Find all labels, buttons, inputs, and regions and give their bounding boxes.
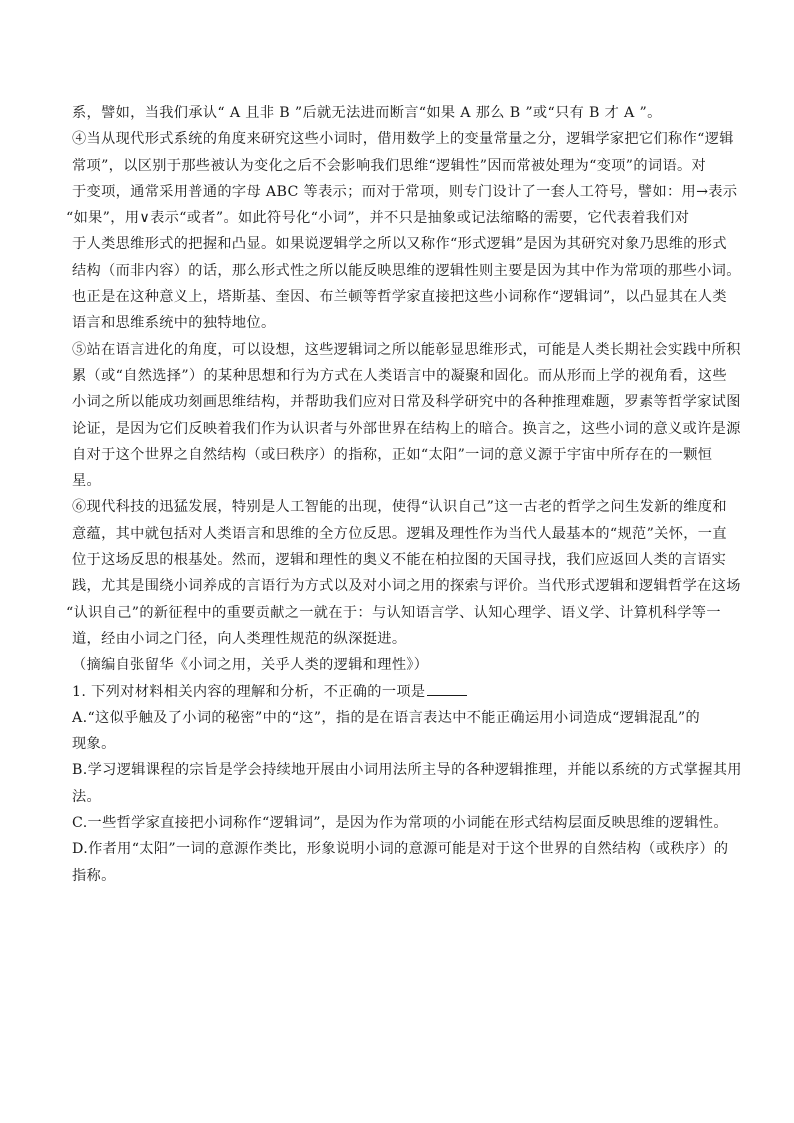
text-line: 结构（而非内容）的话，那么形式性之所以能反映思维的逻辑性则主要是因为其中作为常项的那些小词。 — [72, 262, 741, 279]
text-line: 小词之所以能成功刻画思维结构，并帮助我们应对日常及科学研究中的各种推理难题，罗素等哲学家试图 — [72, 394, 741, 411]
text-line: 常项”，以区别于那些被认为变化之后不会影响我们思维“逻辑性”因而常被处理为“变项”的词语。对 — [72, 157, 707, 174]
question-stem: 1. 下列对材料相关内容的理解和分析，不正确的一项是 — [72, 683, 426, 700]
option-line: 现象。 — [72, 736, 116, 753]
option-c[interactable] — [72, 810, 727, 836]
text-line: 累（或“自然选择”）的某种思想和行为方式在人类语言中的凝聚和固化。而从形而上学的视角看，这些 — [72, 367, 727, 384]
text-line: 也正是在这种意义上，塔斯基、奎因、布兰顿等哲学家直接把这些小词称作“逻辑词”，以凸显其在人类 — [72, 289, 727, 306]
text-line: 践，尤其是围绕小词养成的言语行为方式以及对小词之用的探索与评价。当代形式逻辑和逻辑哲学在这场 — [72, 578, 741, 595]
option-line: C.一些哲学家直接把小词称作“逻辑词”，是因为作为常项的小词能在形式结构层面反映思维的逻辑性。 — [72, 815, 728, 832]
text-line: 论证，是因为它们反映着我们作为认识者与外部世界在结构上的暗合。换言之，这些小词的意义或许是源 — [72, 420, 741, 437]
text-line: 位于这场反思的根基处。然而，逻辑和理性的奥义不能在柏拉图的天国寻找，我们应返回人类的言语实 — [72, 552, 727, 569]
paragraph-5 — [72, 337, 741, 495]
text-line: ⑥现代科技的迅猛发展，特别是人工智能的出现，使得“认识自己”这一古老的哲学之问生发新的维度和 — [72, 499, 727, 516]
paragraph-4 — [66, 126, 741, 336]
paragraph-6 — [66, 494, 741, 652]
option-line: D.作者用“太阳”一词的意源作类比，形象说明小词的意源可能是对于这个世界的自然结构（或秩序）的 — [72, 841, 729, 858]
text-line: 于变项，通常采用普通的字母 ABC 等表示；而对于常项，则专门设计了一套人工符号，譬如：用→表示 — [72, 183, 738, 200]
option-d[interactable] — [72, 836, 727, 889]
text-line: “认识自己”的新征程中的重要贡献之一就在于：与认知语言学、认知心理学、语义学、计算机科学等一 — [66, 604, 721, 621]
option-line: B.学习逻辑课程的宗旨是学会持续地开展由小词用法所主导的各种逻辑推理，并能以系统的方式掌握其用 — [72, 762, 742, 779]
text-line: 语言和思维系统中的独特地位。 — [72, 315, 276, 332]
text-line: 意蕴，其中就包括对人类语言和思维的全方位反思。逻辑及理性作为当代人最基本的“规范”关怀，一直 — [72, 525, 727, 542]
text-line: ⑤站在语言进化的角度，可以设想，这些逻辑词之所以能彰显思维形式，可能是人类长期社会实践中所积 — [72, 341, 741, 358]
source-citation: （摘编自张留华《小词之用，关乎人类的逻辑和理性》） — [72, 657, 429, 674]
text-line: 系，譬如，当我们承认“ A 且非 B ”后就无法进而断言“如果 A 那么 B ”或“只有 B 才 A ”。 — [72, 105, 662, 121]
text-line: 星。 — [72, 473, 102, 490]
question-1 — [72, 679, 742, 889]
document-page — [66, 100, 742, 889]
option-line: 法。 — [72, 788, 102, 805]
option-line: 指称。 — [72, 867, 116, 884]
text-line: 道，经由小词之门径，向人类理性规范的纵深挺进。 — [72, 630, 407, 647]
answer-blank[interactable] — [427, 681, 467, 696]
option-b[interactable] — [72, 757, 742, 810]
text-line: 于人类思维形式的把握和凸显。如果说逻辑学之所以又称作“形式逻辑”是因为其研究对象乃思维的形式 — [72, 236, 727, 253]
text-line: “如果”，用∨表示“或者”。如此符号化“小词”，并不只是抽象或记法缩略的需要，它代表着我们对 — [66, 210, 690, 227]
question-stem-line — [72, 679, 727, 705]
text-line: ④当从现代形式系统的角度来研究这些小词时，借用数学上的变量常量之分，逻辑学家把它们称作“逻辑 — [72, 131, 734, 148]
text-line: 自对于这个世界之自然结构（或曰秩序）的指称，正如“太阳”一词的意义源于宇宙中所存在的一颗恒 — [72, 446, 713, 463]
option-line: A.“这似乎触及了小词的秘密”中的“这”，指的是在语言表达中不能正确运用小词造成“逻辑混乱”的 — [72, 709, 701, 726]
paragraph-3-tail — [72, 100, 727, 126]
option-a[interactable] — [72, 705, 727, 758]
